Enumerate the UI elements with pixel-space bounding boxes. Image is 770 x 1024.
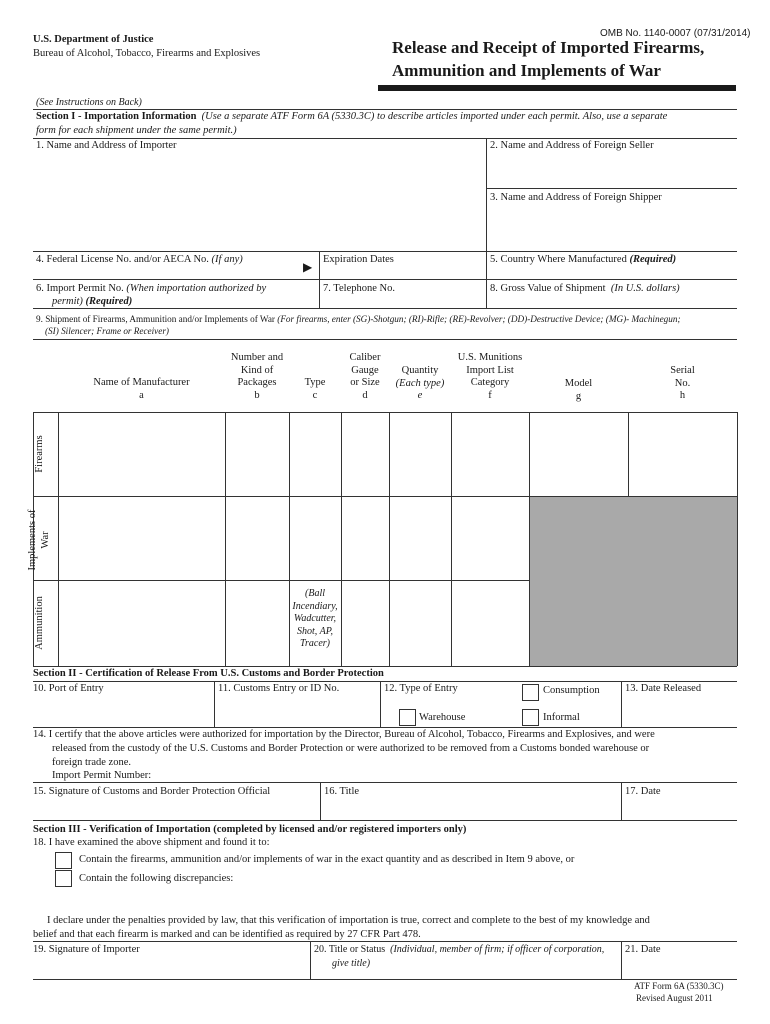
field-gross-value-label[interactable]: [490, 283, 680, 294]
col-d-letter: d: [362, 389, 368, 401]
col-f-line1: U.S. Munitions: [457, 352, 523, 363]
col-b-line3: Packages: [237, 377, 277, 389]
col-e-letter: e: [417, 390, 423, 402]
certification-line3: foreign trade zone.: [52, 757, 132, 768]
col-a-letter: a: [139, 390, 144, 401]
ammo-note-3: Wadcutter,: [293, 613, 337, 624]
field-permit-label[interactable]: [36, 283, 266, 294]
col-h-letter: h: [679, 390, 686, 402]
field-foreign-seller-area[interactable]: [490, 154, 736, 186]
implements-entry-row[interactable]: [59, 497, 225, 580]
field-license-label[interactable]: [36, 254, 243, 265]
consumption-checkbox[interactable]: [522, 684, 539, 701]
exact-quantity-checkbox[interactable]: [55, 852, 72, 869]
discrepancies-label: Contain the following discrepancies:: [79, 873, 234, 884]
title-rule: [378, 85, 736, 91]
col-header-manufacturer: [58, 376, 225, 402]
field-title[interactable]: 16. Title: [324, 786, 360, 797]
col-d-line2: Gauge: [351, 364, 379, 376]
warehouse-label: Warehouse: [419, 712, 466, 723]
field-type-of-entry: 12. Type of Entry: [384, 683, 458, 694]
field-telephone-label[interactable]: 7. Telephone No.: [323, 283, 395, 294]
col-g-label: Model: [564, 378, 593, 389]
row-label-firearms: Firearms: [34, 435, 45, 473]
examined-statement: 18. I have examined the above shipment and found it to:: [33, 837, 270, 848]
certification-line1: 14. I certify that the above articles were authorized for importation by the Director, Bureau of Alcohol, Tobacco, Firearms and Explosives, and were: [33, 729, 655, 740]
col-b-line1: Number and: [230, 352, 284, 363]
permit-required: (Required): [85, 296, 133, 307]
col-a-label: Name of Manufacturer: [93, 377, 190, 388]
title-status-note-line2: give title): [332, 958, 371, 969]
section1-note: (Use a separate ATF Form 6A (5330.3C) to describe articles imported under each permit. Also, use a separate: [201, 111, 668, 122]
discrepancies-checkbox[interactable]: [55, 870, 72, 887]
ammo-note-4: Shot, AP,: [296, 625, 334, 637]
field-foreign-shipper-area[interactable]: [490, 206, 736, 248]
row-label-implements: [26, 490, 54, 590]
section2-title: Section II - Certification of Release From U.S. Customs and Border Protection: [33, 668, 384, 679]
col-b-letter: b: [254, 389, 260, 401]
field-date-21[interactable]: 21. Date: [625, 944, 661, 955]
arrow-right-icon: ▶: [303, 260, 313, 274]
omb-number: OMB No. 1140-0007 (07/31/2014): [600, 28, 751, 39]
shipment-label-text: 9. Shipment of Firearms, Ammunition and/or Implements of War: [36, 314, 275, 324]
field-importer-signature[interactable]: 19. Signature of Importer: [33, 944, 140, 955]
gross-value-note: (In U.S. dollars): [610, 283, 680, 294]
col-c-label: Type: [304, 377, 326, 388]
field-foreign-seller-label: 2. Name and Address of Foreign Seller: [490, 140, 654, 151]
field-importer-label: 1. Name and Address of Importer: [36, 140, 177, 151]
title-status-label: 20. Title or Status: [314, 944, 386, 955]
col-f-line2: Import List: [466, 364, 514, 376]
field-country-label[interactable]: [490, 254, 676, 265]
shipment-label-note: (For firearms, enter (SG)-Shotgun; (RI)-Rifle; (RE)-Revolver; (DD)-Destructive Device; (MG)- Machinegun;: [277, 314, 681, 324]
section1-title: Section I - Importation Information: [36, 111, 197, 122]
ammunition-entry-row[interactable]: [59, 581, 225, 666]
permit-label-line2-text: permit): [52, 296, 83, 307]
country-label-text: 5. Country Where Manufactured: [490, 254, 627, 265]
gross-value-text: 8. Gross Value of Shipment: [490, 283, 606, 294]
section3-title: Section III - Verification of Importation (completed by licensed and/or registered importers only): [33, 824, 467, 835]
form-title-line1: Release and Receipt of Imported Firearms,: [392, 38, 705, 57]
bureau-name: Bureau of Alcohol, Tobacco, Firearms and Explosives: [33, 48, 261, 59]
license-label-note: (If any): [211, 254, 243, 265]
field-title-status[interactable]: [314, 944, 604, 955]
col-e-note: (Each type): [395, 377, 445, 389]
col-header-model: [529, 377, 628, 403]
title-status-note: (Individual, member of firm; if officer of corporation,: [390, 944, 605, 955]
exact-quantity-label: Contain the firearms, ammunition and/or implements of war in the exact quantity and as described in Item 9 above, or: [79, 854, 575, 865]
col-h-line1: Serial: [670, 365, 695, 376]
col-header-packages: [225, 352, 289, 402]
permit-label-line2: [52, 296, 132, 307]
col-f-letter: f: [488, 389, 492, 401]
row-implements-line2: War: [40, 531, 51, 549]
ammo-note-5: Tracer): [300, 638, 330, 649]
informal-checkbox[interactable]: [522, 709, 539, 726]
col-header-caliber: [341, 352, 389, 402]
row-label-ammunition: Ammunition: [34, 596, 45, 650]
informal-label: Informal: [543, 712, 580, 723]
certification-line2: released from the custody of the U.S. Customs and Border Protection or were authorized to be removed from a Customs bonded warehouse or: [52, 743, 650, 754]
field-port-of-entry[interactable]: 10. Port of Entry: [33, 683, 104, 694]
col-header-serial: [628, 365, 737, 403]
department-name: U.S. Department of Justice: [33, 34, 154, 45]
col-b-line2: Kind of: [240, 364, 274, 376]
section1-note-line2: form for each shipment under the same permit.): [36, 125, 237, 136]
see-instructions: (See Instructions on Back): [36, 97, 142, 108]
col-c-letter: c: [312, 389, 318, 401]
form-title-line2: Ammunition and Implements of War: [392, 61, 661, 80]
shipment-label-line2: (SI) Silencer; Frame or Receiver): [45, 326, 169, 336]
col-d-line1: Caliber: [349, 352, 381, 363]
col-header-quantity: [389, 365, 451, 403]
field-expiration-label[interactable]: Expiration Dates: [323, 254, 394, 265]
col-f-line3: Category: [470, 377, 510, 389]
form-number: ATF Form 6A (5330.3C): [634, 981, 724, 991]
field-foreign-shipper-label: 3. Name and Address of Foreign Shipper: [490, 192, 662, 203]
field-shipment-label: [36, 314, 681, 324]
form-revised: Revised August 2011: [636, 993, 713, 1003]
permit-label-text: 6. Import Permit No.: [36, 283, 124, 294]
firearms-entry-row[interactable]: [59, 413, 225, 496]
country-required: (Required): [629, 254, 677, 265]
ammo-note-1: (Ball: [305, 588, 325, 599]
field-cbp-signature[interactable]: 15. Signature of Customs and Border Protection Official: [33, 786, 271, 797]
row-implements-line1: Implements of: [27, 509, 38, 571]
field-date-17[interactable]: 17. Date: [625, 786, 661, 797]
section1-header: [36, 111, 667, 122]
col-h-line2: No.: [674, 377, 691, 389]
field-importer-area[interactable]: [36, 154, 484, 250]
discrepancies-area[interactable]: [79, 888, 729, 912]
warehouse-checkbox[interactable]: [399, 709, 416, 726]
col-header-munitions: [451, 352, 529, 402]
shaded-na-area: [530, 497, 737, 666]
col-header-type: [289, 377, 341, 402]
field-date-released[interactable]: 13. Date Released: [625, 683, 702, 694]
ammo-type-note: [289, 588, 341, 651]
declaration-line1: I declare under the penalties provided by law, that this verification of importation is true, correct and complete to the best of my knowledge and: [47, 915, 650, 926]
permit-label-note: (When importation authorized by: [126, 283, 267, 294]
col-g-letter: g: [575, 391, 582, 402]
field-customs-entry[interactable]: 11. Customs Entry or ID No.: [218, 683, 340, 694]
declaration-line2: belief and that each firearm is marked and can be identified as required by 27 CFR Part 478.: [33, 929, 421, 940]
ammo-note-2: Incendiary,: [292, 600, 338, 612]
license-label-text: 4. Federal License No. and/or AECA No.: [36, 254, 209, 265]
col-e-label: Quantity: [401, 365, 439, 376]
import-permit-number-label[interactable]: Import Permit Number:: [52, 770, 152, 781]
consumption-label: Consumption: [543, 685, 600, 696]
col-d-line3: or Size: [350, 377, 380, 389]
